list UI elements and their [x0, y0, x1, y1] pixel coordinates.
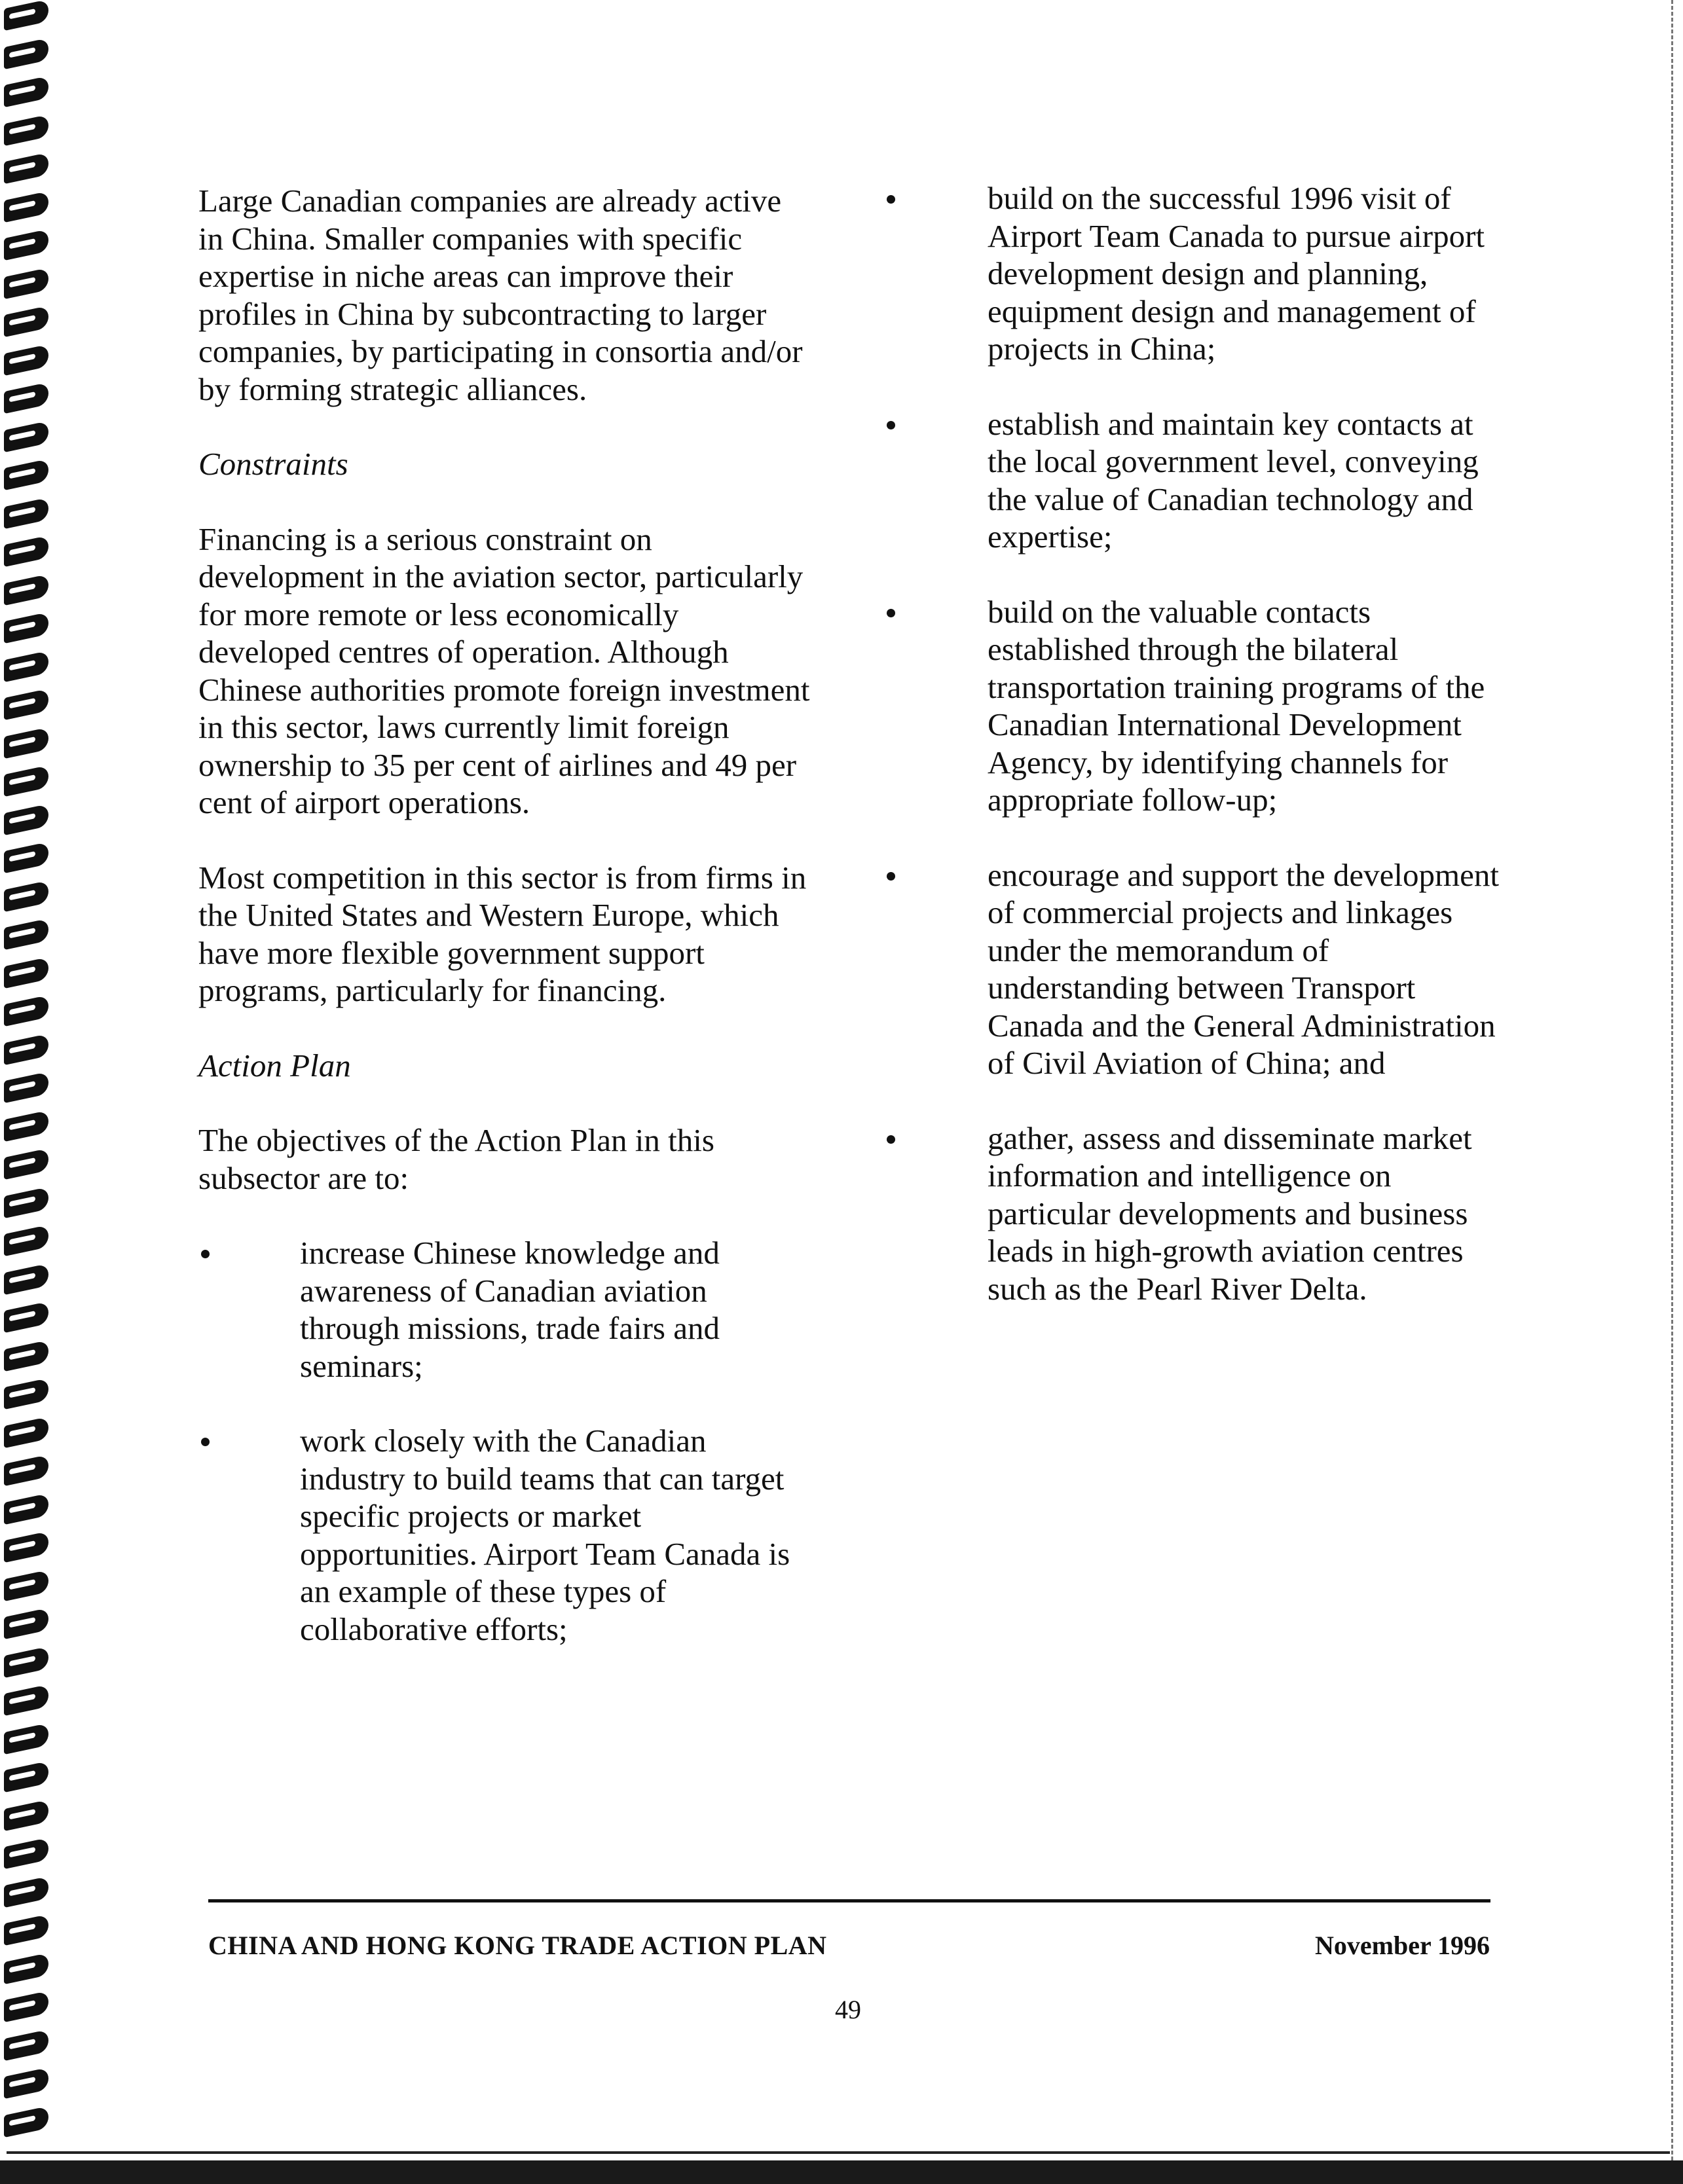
binding-coil [4, 1914, 48, 1946]
binding-coil [4, 420, 48, 452]
list-item [884, 593, 1506, 819]
footer-title: CHINA AND HONG KONG TRADE ACTION PLAN [208, 1931, 827, 1960]
binding-coil [4, 956, 48, 988]
binding-coil [4, 765, 48, 797]
list-item-text: increase Chinese knowledge and awareness of Canadian aviation through missions, trade fairs and seminars; [300, 1235, 720, 1384]
binding-coil [4, 1952, 48, 1984]
bullet-icon [887, 872, 895, 881]
binding-coil [4, 842, 48, 873]
binding-coil [4, 727, 48, 758]
binding-coil [4, 1455, 48, 1486]
binding-coil [4, 191, 48, 222]
binding-coil [4, 1493, 48, 1524]
list-item [884, 179, 1506, 368]
binding-coil [4, 689, 48, 720]
binding-coil [4, 1684, 48, 1716]
binding-coil [4, 536, 48, 567]
right-bullet-list [884, 179, 1506, 1307]
binding-coil [4, 229, 48, 261]
left-column [198, 182, 814, 1685]
bullet-icon [887, 195, 895, 204]
binding-coil [4, 573, 48, 605]
binding-coil [4, 612, 48, 644]
list-item-text: build on the successful 1996 visit of Airport Team Canada to pursue airport development design and planning, equipment design and management of projects in China; [988, 180, 1485, 367]
list-item [884, 1119, 1506, 1308]
binding-coil [4, 1110, 48, 1141]
constraints-paragraph-financing: Financing is a serious constraint on development in the aviation sector, particularly for more remote or less economically developed centres of operation. Although Chinese authorities promote foreign investment in this sector, laws currently limit foreign ownership to 35 per cent of airlines and 49 per cent of airport operations. [198, 520, 810, 820]
binding-coil [4, 650, 48, 682]
binding-coil [4, 306, 48, 337]
binding-coil [4, 1799, 48, 1830]
action-plan-intro: The objectives of the Action Plan in this subsector are to: [198, 1122, 714, 1196]
binding-coil [4, 1186, 48, 1218]
bullet-icon [887, 609, 895, 617]
page-right-edge [1671, 0, 1676, 2160]
binding-coil [4, 2105, 48, 2137]
binding-coil [4, 1646, 48, 1677]
binding-coil [4, 344, 48, 375]
list-item-text: build on the valuable contacts established through the bilateral transportation training programs of the Canadian International Development Agency, by identifying channels for appropriate follow-up; [988, 593, 1485, 818]
scan-bottom-strip [0, 2160, 1683, 2184]
constraints-paragraph-competition: Most competition in this sector is from firms in the United States and Western Europe, which have more flexible government support programs, particularly for financing. [198, 859, 807, 1008]
binding-coil [4, 382, 48, 414]
binding-coil [4, 1263, 48, 1294]
list-item-text: establish and maintain key contacts at the local government level, conveying the value of Canadian technology and expertise; [988, 405, 1479, 555]
binding-coil [4, 1991, 48, 2022]
list-item [884, 405, 1506, 556]
binding-coil [4, 1608, 48, 1639]
binding-coil [4, 1339, 48, 1371]
binding-coil [4, 1225, 48, 1256]
left-bullet-list [198, 1234, 814, 1648]
list-item-text: gather, assess and disseminate market information and intelligence on particular developments and business leads in high-growth aviation centres such as the Pearl River Delta. [988, 1119, 1472, 1307]
binding-coil [4, 1148, 48, 1180]
action-plan-heading: Action Plan [198, 1047, 351, 1083]
binding-coil [4, 1722, 48, 1754]
binding-coil [4, 0, 48, 31]
binding-coil [4, 76, 48, 107]
footer-date: November 1996 [1315, 1931, 1490, 1960]
binding-coil [4, 1761, 48, 1793]
binding-coil [4, 1072, 48, 1103]
constraints-heading: Constraints [198, 446, 348, 482]
bullet-icon [201, 1438, 210, 1446]
binding-coil [4, 267, 48, 299]
binding-coil [4, 37, 48, 69]
binding-coil [4, 497, 48, 528]
list-item [198, 1422, 814, 1648]
binding-coil [4, 995, 48, 1027]
binding-coil [4, 919, 48, 950]
page-number: 49 [835, 1995, 861, 2024]
binding-coil [4, 1531, 48, 1563]
binding-coil [4, 803, 48, 835]
list-item [884, 856, 1506, 1082]
footer-divider [208, 1899, 1490, 1902]
page-bottom-edge [7, 2151, 1670, 2154]
binding-coil [4, 153, 48, 184]
binding-coil [4, 1838, 48, 1869]
bullet-icon [887, 421, 895, 429]
spiral-binding [0, 0, 56, 2160]
binding-coil [4, 459, 48, 490]
binding-coil [4, 114, 48, 145]
binding-coil [4, 1416, 48, 1447]
intro-paragraph: Large Canadian companies are already active in China. Smaller companies with specific expertise in niche areas can improve their profiles in China by subcontracting to larger companies, by participating in consortia and/or by forming strategic alliances. [198, 183, 803, 407]
list-item-text: work closely with the Canadian industry to build teams that can target specific projects or market opportunities. Airport Team Canada is an example of these types of collaborative efforts; [300, 1423, 790, 1647]
right-column [884, 179, 1506, 1345]
binding-coil [4, 1876, 48, 1907]
binding-coil [4, 2029, 48, 2060]
list-item-text: encourage and support the development of commercial projects and linkages under the memorandum of understanding between Transport Canada and the General Administration of Civil Aviation of China; and [988, 856, 1500, 1081]
binding-coil [4, 1033, 48, 1065]
binding-coil [4, 2067, 48, 2099]
binding-coil [4, 1301, 48, 1333]
list-item [198, 1234, 814, 1385]
binding-coil [4, 1569, 48, 1601]
binding-coil [4, 880, 48, 911]
bullet-icon [201, 1250, 210, 1258]
bullet-icon [887, 1135, 895, 1144]
binding-coil [4, 1378, 48, 1410]
